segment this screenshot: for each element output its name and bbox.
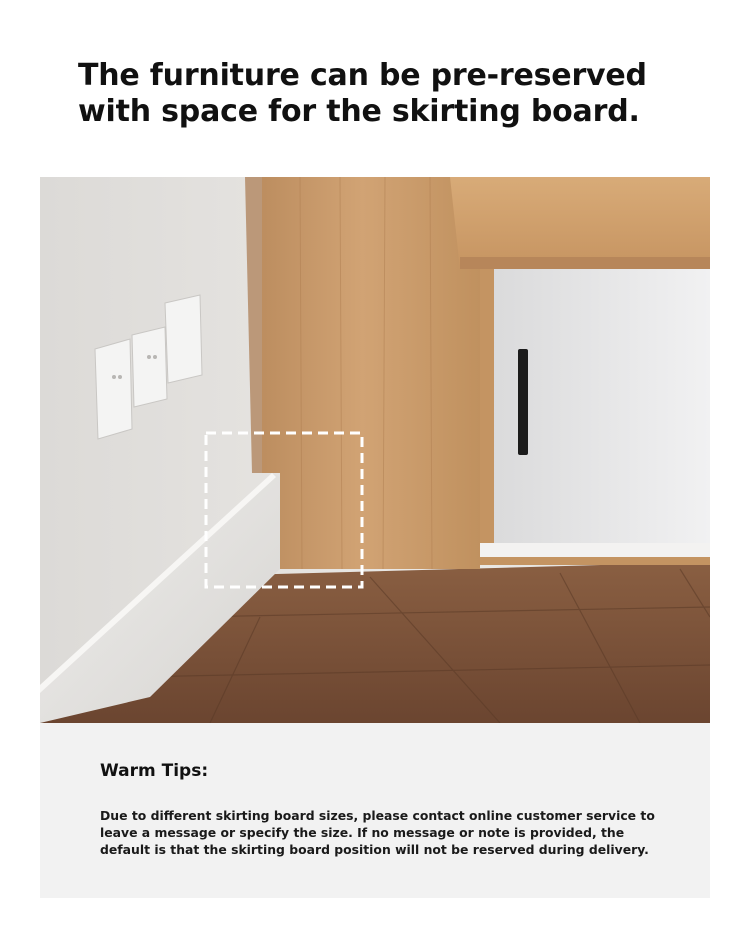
upper-shelf <box>450 177 710 269</box>
tips-title: Warm Tips: <box>100 761 209 781</box>
warm-tips-panel <box>40 723 710 898</box>
cabinet-kick-plate <box>480 543 710 557</box>
page-headline: The furniture can be pre-reserved with space for the skirting board. <box>78 58 647 129</box>
cabinet-handle <box>518 349 528 455</box>
skirting-board-illustration <box>40 177 710 723</box>
cabinet-door <box>480 269 710 555</box>
shelf-front-edge <box>460 257 710 269</box>
cabinet-base-edge <box>480 557 710 565</box>
tips-body: Due to different skirting board sizes, please contact online customer service to leave a message or specify the size. If no message or note is provided, the default is that the skirting board position will not be reserved during delivery. <box>100 808 655 857</box>
cabinet-frame <box>480 269 494 563</box>
